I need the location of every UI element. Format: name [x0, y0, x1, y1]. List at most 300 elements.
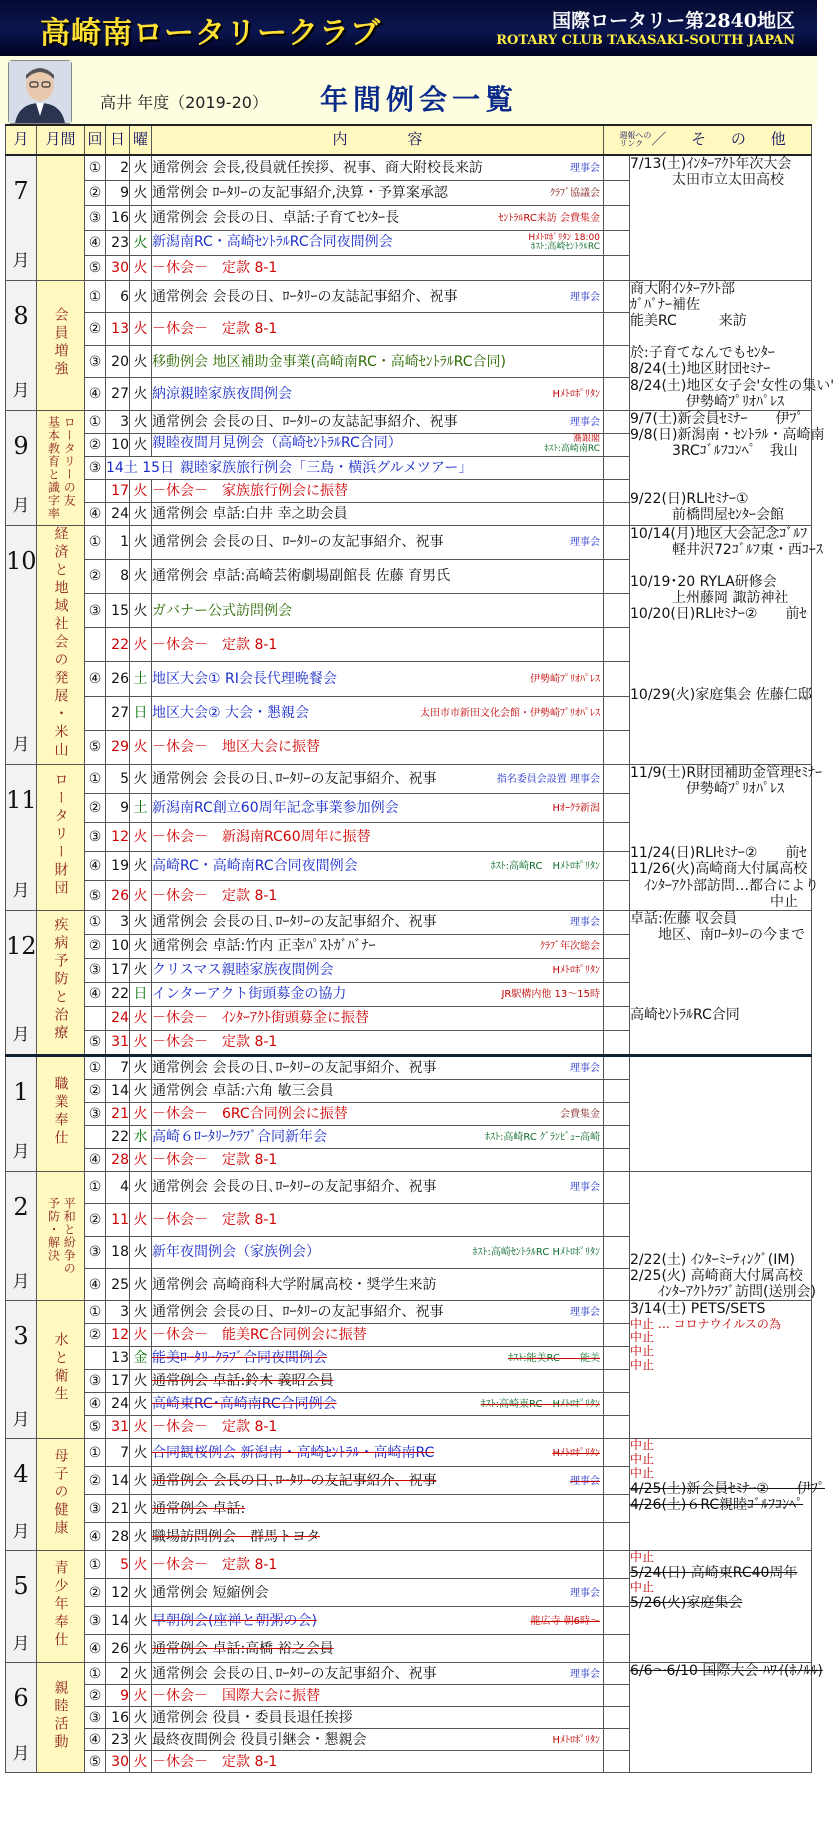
meeting-text: 早朝例会(座禅と朝粥の会): [152, 1612, 317, 1629]
report-link-cell[interactable]: [604, 1055, 630, 1079]
side-note-line: 商大附ｲﾝﾀｰｱｸﾄ部: [630, 281, 735, 297]
club-title: 高崎南ロータリークラブ: [40, 16, 381, 51]
report-link-cell[interactable]: [604, 1579, 630, 1607]
report-link-cell[interactable]: [604, 764, 630, 793]
report-link-cell[interactable]: [604, 1635, 630, 1663]
meeting-day-text: 5: [120, 1556, 129, 1573]
meeting-number-text: ①: [88, 159, 102, 176]
meeting-day: [106, 1030, 130, 1055]
month-theme: [37, 410, 85, 525]
report-link-cell[interactable]: [604, 730, 630, 764]
table-row: [6, 1171, 812, 1203]
month-label: 月: [12, 496, 30, 517]
meeting-weekday: [130, 1301, 152, 1324]
report-link-cell[interactable]: [604, 1347, 630, 1370]
meeting-content: [152, 1663, 604, 1685]
side-note-line: [630, 797, 811, 813]
meeting-text: －休会－ 定款 8-1: [152, 1151, 278, 1168]
meeting-day: [106, 1495, 130, 1523]
meeting-weekday: [130, 764, 152, 793]
meeting-weekday-text: 火: [133, 1304, 148, 1321]
meeting-weekday: [130, 1467, 152, 1495]
meeting-day-text: 13: [111, 1350, 129, 1367]
meeting-day-text: 9: [120, 800, 129, 817]
meeting-weekday: [130, 852, 152, 881]
report-link-cell[interactable]: [604, 1030, 630, 1055]
report-link-cell[interactable]: [604, 628, 630, 662]
month-number: 9: [13, 431, 29, 460]
meeting-number-text: ①: [88, 1556, 102, 1573]
month-number: 3: [13, 1322, 29, 1351]
month-cell: [6, 764, 37, 910]
meeting-number-text: ④: [88, 986, 102, 1003]
report-link-cell[interactable]: [604, 502, 630, 525]
meeting-content: [152, 313, 604, 345]
meeting-number-text: ①: [88, 534, 102, 551]
meeting-number-text: ②: [88, 436, 102, 453]
meeting-weekday: [130, 1551, 152, 1579]
meeting-content: [152, 628, 604, 662]
meeting-day-text: 17: [111, 962, 129, 979]
month-theme-text: 水と衛生: [52, 1331, 69, 1404]
meeting-day: [106, 313, 130, 345]
meeting-text: －休会－ 定款 8-1: [152, 1211, 278, 1228]
meeting-number-text: ①: [88, 1179, 102, 1196]
month-theme-text: 母子の健康: [52, 1447, 69, 1538]
meeting-number: [85, 231, 106, 256]
meeting-day-text: 3: [120, 914, 129, 931]
meeting-weekday-text: 火: [133, 259, 148, 276]
meeting-weekday-text: 火: [133, 288, 148, 305]
side-note-line: 5/26(火)家庭集会: [630, 1595, 743, 1612]
meeting-note: 理事会: [570, 537, 600, 549]
meeting-weekday: [130, 1030, 152, 1055]
meeting-day-text: 2: [120, 1665, 129, 1682]
meeting-number: [85, 594, 106, 628]
meeting-day-text: 19: [111, 858, 129, 875]
meeting-weekday-text: 火: [133, 636, 148, 653]
report-link-cell[interactable]: [604, 1467, 630, 1495]
report-link-cell[interactable]: [604, 794, 630, 823]
report-link-cell[interactable]: [604, 1324, 630, 1347]
report-link-cell[interactable]: [604, 525, 630, 559]
meeting-day: [106, 181, 130, 206]
meeting-day-text: 4: [120, 1179, 129, 1196]
report-link-cell[interactable]: [604, 1102, 630, 1125]
meeting-number: [85, 794, 106, 823]
report-link-cell[interactable]: [604, 823, 630, 852]
month-notes: [630, 1663, 823, 1773]
report-link-cell[interactable]: [604, 559, 630, 593]
month-label: 月: [12, 1521, 30, 1542]
meeting-number: [85, 696, 106, 730]
meeting-number-text: ②: [88, 568, 102, 585]
meeting-number: [85, 313, 106, 345]
meeting-day-text: 23: [111, 234, 129, 251]
side-note-line: 上州藤岡 諏訪神社: [630, 590, 789, 607]
meeting-day-text: 16: [111, 1709, 129, 1726]
report-link-cell[interactable]: [604, 1439, 630, 1467]
meeting-weekday-text: 火: [133, 1373, 148, 1390]
report-link-cell[interactable]: [604, 1607, 630, 1635]
report-link-cell[interactable]: [604, 155, 630, 181]
meeting-weekday-text: 火: [133, 184, 148, 201]
report-link-cell[interactable]: [604, 1495, 630, 1523]
meeting-weekday: [130, 1006, 152, 1030]
report-link-cell[interactable]: [604, 982, 630, 1006]
meeting-content: [152, 852, 604, 881]
meeting-text: －休会－ 定款 8-1: [152, 1556, 278, 1573]
meeting-day-text: 16: [111, 209, 129, 226]
portrait-icon: [9, 61, 71, 123]
month-cell: [6, 910, 37, 1055]
meeting-note: 理事会: [570, 291, 600, 303]
report-link-cell[interactable]: [604, 1685, 630, 1707]
report-link-cell[interactable]: [604, 696, 630, 730]
meeting-content: [152, 1079, 604, 1102]
meeting-day-text: 22: [111, 1128, 129, 1145]
meeting-number: [85, 1370, 106, 1393]
table-header-row: [6, 125, 812, 155]
meeting-content: [152, 1685, 604, 1707]
month-label: 月: [12, 735, 30, 756]
meeting-text: 通常例会 ﾛｰﾀﾘｰの友記事紹介,決算・予算案承認: [152, 184, 448, 201]
month-label: 月: [12, 1142, 30, 1163]
meeting-weekday-text: 火: [133, 770, 148, 787]
meeting-day-text: 5: [120, 770, 129, 787]
meeting-note: 理事会: [570, 1307, 600, 1319]
side-note-line: 中止: [630, 1357, 655, 1372]
meeting-day: [106, 479, 130, 502]
meeting-day-text: 14: [111, 1082, 129, 1099]
meeting-number: [85, 1030, 106, 1055]
meeting-number-text: ④: [88, 1731, 102, 1748]
table-row: [6, 764, 812, 793]
meeting-number: [85, 1416, 106, 1439]
report-link-cell[interactable]: [604, 206, 630, 231]
meeting-number-text: ②: [88, 1327, 102, 1344]
meeting-text: 通常例会 会長の日、卓話:子育てｾﾝﾀｰ長: [152, 209, 400, 226]
meeting-day: [106, 502, 130, 525]
side-note-line: 5/24(日) 高崎東RC40周年: [630, 1565, 798, 1582]
meeting-weekday: [130, 1635, 152, 1663]
meeting-note: ｸﾗﾌﾞ年次総会: [540, 941, 600, 953]
report-link-cell[interactable]: [604, 281, 630, 313]
meeting-day-text: 10: [111, 436, 129, 453]
meeting-day-text: 6: [120, 288, 129, 305]
meeting-day-text: 26: [111, 887, 129, 904]
meeting-number: [85, 628, 106, 662]
report-link-cell[interactable]: [604, 1523, 630, 1551]
meeting-content: [152, 1495, 604, 1523]
month-theme-text: 職業奉仕: [52, 1075, 69, 1148]
side-note-line: 伊勢崎ﾌﾟﾘｵﾊﾟﾚｽ: [630, 393, 784, 410]
meeting-content: [152, 730, 604, 764]
report-link-cell[interactable]: [604, 479, 630, 502]
meeting-number-text: ③: [88, 829, 102, 846]
meeting-day: [106, 1467, 130, 1495]
meeting-number-text: ②: [88, 1687, 102, 1704]
report-link-cell[interactable]: [604, 958, 630, 982]
table-row: [6, 410, 812, 433]
meeting-number: [85, 256, 106, 281]
side-note-line: 地区、南ﾛｰﾀﾘｰの今まで: [630, 926, 805, 943]
meeting-day-text: 12: [111, 1327, 129, 1344]
side-note-line: 2/25(火) 高崎商大付属高校: [630, 1268, 803, 1285]
meeting-content: [152, 1148, 604, 1171]
meeting-text: 新潟南RC・高崎ｾﾝﾄﾗﾙRC合同夜間例会: [152, 233, 393, 250]
report-link-cell[interactable]: [604, 881, 630, 910]
report-link-cell[interactable]: [604, 1729, 630, 1751]
report-link-cell[interactable]: [604, 1301, 630, 1324]
meeting-weekday-text: 火: [133, 321, 148, 338]
meeting-content: [152, 1635, 604, 1663]
meeting-weekday: [130, 881, 152, 910]
month-cell: [6, 1171, 37, 1301]
meeting-number: [85, 1467, 106, 1495]
meeting-weekday: [130, 1393, 152, 1416]
meeting-day-text: 24: [111, 1396, 129, 1413]
month-label: 月: [12, 381, 30, 402]
meeting-number: [85, 1523, 106, 1551]
report-link-cell[interactable]: [604, 378, 630, 410]
report-link-cell[interactable]: [604, 662, 630, 696]
meeting-day-text: 15: [111, 602, 129, 619]
meeting-text: －休会－ 定款 8-1: [152, 636, 278, 653]
meeting-weekday-text: 火: [133, 1753, 148, 1770]
meeting-day: [106, 155, 130, 181]
meeting-text: 地区大会① RI会長代理晩餐会: [152, 670, 337, 687]
meeting-day: [106, 1579, 130, 1607]
meeting-day-text: 22: [111, 636, 129, 653]
meeting-day: [106, 559, 130, 593]
side-note-line: 前橋問屋ｾﾝﾀｰ会館: [630, 507, 784, 524]
report-link-cell[interactable]: [604, 1751, 630, 1773]
meeting-weekday: [130, 502, 152, 525]
meeting-text: －休会－ 定款 8-1: [152, 1034, 278, 1051]
meeting-number-text: ④: [88, 1640, 102, 1657]
report-link-cell[interactable]: [604, 313, 630, 345]
report-link-cell[interactable]: [604, 1204, 630, 1236]
meeting-day: [106, 1347, 130, 1370]
report-link-cell[interactable]: [604, 1236, 630, 1268]
meeting-number: [85, 1236, 106, 1268]
meeting-number: [85, 982, 106, 1006]
meeting-content: [152, 1551, 604, 1579]
meeting-content: [152, 181, 604, 206]
report-link-cell[interactable]: [604, 1393, 630, 1416]
meeting-day: [106, 628, 130, 662]
meeting-day-text: 26: [111, 1640, 129, 1657]
report-link-cell[interactable]: [604, 456, 630, 479]
month-notes: [630, 1438, 825, 1551]
meeting-number: [85, 1301, 106, 1324]
meeting-weekday-text: 土: [133, 670, 148, 687]
month-cell: [6, 1439, 37, 1551]
meeting-weekday: [130, 730, 152, 764]
month-number: 2: [13, 1192, 29, 1221]
meeting-number-text: ⑤: [88, 1419, 102, 1436]
col-month: 月: [6, 125, 37, 155]
meeting-day-text: 12: [111, 829, 129, 846]
meeting-number-text: ①: [88, 1304, 102, 1321]
meeting-content: [152, 1236, 604, 1268]
meeting-weekday: [130, 1729, 152, 1751]
report-link-cell[interactable]: [604, 1269, 630, 1301]
report-link-cell[interactable]: [604, 345, 630, 377]
report-link-cell[interactable]: [604, 181, 630, 206]
meeting-weekday: [130, 231, 152, 256]
month-label: 月: [12, 1025, 30, 1046]
meeting-text: 高崎６ﾛｰﾀﾘｰｸﾗﾌﾞ合同新年会: [152, 1128, 327, 1145]
side-note-line: [630, 829, 811, 845]
meeting-day-text: 30: [111, 259, 129, 276]
president-photo: [8, 60, 72, 124]
month-label: 月: [12, 1633, 30, 1654]
meeting-weekday-text: 火: [133, 1244, 148, 1261]
meeting-note: Hｵｰｸﾗ新潟: [552, 803, 600, 815]
meeting-text: 最終夜間例会 役員引継会・懇親会: [152, 1731, 367, 1748]
meeting-weekday-text: 火: [133, 482, 148, 499]
report-link-cell[interactable]: [604, 1416, 630, 1439]
meeting-number-text: ⑤: [88, 887, 102, 904]
meeting-weekday-text: 火: [133, 1687, 148, 1704]
meeting-number-text: ③: [88, 1709, 102, 1726]
meeting-day: [106, 764, 130, 793]
report-link-cell[interactable]: [604, 1663, 630, 1685]
col-content: 内 容: [152, 125, 604, 155]
meeting-text: 通常例会 卓話:: [152, 1500, 246, 1517]
meeting-day: [106, 982, 130, 1006]
meeting-day: [106, 345, 130, 377]
meeting-content: [152, 594, 604, 628]
meeting-number-text: ③: [88, 1373, 102, 1390]
report-link-cell[interactable]: [604, 934, 630, 958]
month-notes: [630, 155, 812, 281]
meeting-day-text: 31: [111, 1034, 129, 1051]
meeting-day-text: 17: [111, 1373, 129, 1390]
report-link-cell[interactable]: [604, 1551, 630, 1579]
report-link-cell[interactable]: [604, 1171, 630, 1203]
meeting-weekday: [130, 1663, 152, 1685]
report-link-cell[interactable]: [604, 910, 630, 934]
meeting-day-text: 7: [120, 1444, 129, 1461]
meeting-number: [85, 1707, 106, 1729]
meeting-text: 通常例会 会長の日、ﾛｰﾀﾘｰの友記事紹介、祝事: [152, 534, 444, 551]
month-label: 月: [12, 1271, 30, 1292]
meeting-text: －休会－ 定款 8-1: [152, 259, 278, 276]
report-link-cell[interactable]: [604, 410, 630, 433]
meeting-number: [85, 559, 106, 593]
meeting-content: [152, 1055, 604, 1079]
report-link-cell[interactable]: [604, 1006, 630, 1030]
report-link-cell[interactable]: [604, 433, 630, 456]
meeting-content: [152, 910, 604, 934]
meeting-weekday: [130, 1370, 152, 1393]
meeting-number-text: ④: [88, 1276, 102, 1293]
meeting-day-text: 13: [111, 321, 129, 338]
meeting-number-text: ②: [88, 1211, 102, 1228]
meeting-note: 理事会: [570, 1475, 600, 1487]
meeting-day-text: 10: [111, 938, 129, 955]
meeting-text: 合同観桜例会 新潟南・高崎ｾﾝﾄﾗﾙ・高崎南RC: [152, 1444, 435, 1461]
meeting-text: 通常例会 高崎商科大学附属高校・奨学生来訪: [152, 1276, 437, 1293]
meeting-number-text: ③: [88, 1500, 102, 1517]
side-note-line: 11/9(土)R財団補助金管理ｾﾐﾅｰ: [630, 764, 823, 781]
side-note-line: 中止: [630, 1550, 655, 1565]
meeting-weekday: [130, 934, 152, 958]
meeting-weekday: [130, 433, 152, 456]
side-note-line: 8/24(土)地区女子会'女性の集い': [630, 377, 834, 394]
meeting-weekday: [130, 1416, 152, 1439]
report-link-cell[interactable]: [604, 1125, 630, 1148]
table-row: [6, 155, 812, 181]
meeting-number-text: ③: [88, 209, 102, 226]
meeting-weekday-text: 日: [133, 705, 148, 722]
meeting-weekday: [130, 982, 152, 1006]
meeting-number-text: ②: [88, 184, 102, 201]
meeting-weekday-text: 火: [133, 739, 148, 756]
meeting-content: [152, 206, 604, 231]
report-link-cell[interactable]: [604, 1148, 630, 1171]
side-note-line: 6/6～6/10 国際大会 ﾊﾜｲ(ﾎﾉﾙﾙ): [630, 1663, 823, 1680]
meeting-content: [152, 934, 604, 958]
meeting-weekday: [130, 281, 152, 313]
meeting-weekday-text: 火: [133, 1731, 148, 1748]
side-note-line: 3/14(土) PETS/SETS: [630, 1301, 766, 1318]
side-note-line: [630, 655, 811, 671]
report-link-cell[interactable]: [604, 231, 630, 256]
meeting-number: [85, 433, 106, 456]
meeting-number-text: ①: [88, 1059, 102, 1076]
meeting-day: [106, 1663, 130, 1685]
meeting-text: 通常例会 役員・委員長退任挨拶: [152, 1709, 353, 1726]
meeting-day: [106, 1324, 130, 1347]
report-link-cell[interactable]: [604, 1079, 630, 1102]
meeting-text: －休会－ 地区大会に振替: [152, 739, 320, 756]
report-link-cell[interactable]: [604, 594, 630, 628]
side-note-line: 9/7(土)新会員ｾﾐﾅｰ 伊ﾌﾟ: [630, 410, 804, 427]
meeting-weekday-text: 火: [133, 1584, 148, 1601]
meeting-weekday-text: 日: [133, 986, 148, 1003]
meeting-note: Hﾒﾄﾛﾎﾟﾘﾀﾝ: [552, 388, 600, 400]
report-link-cell[interactable]: [604, 256, 630, 281]
meeting-note: 会費集金: [560, 1108, 600, 1120]
meeting-content: [152, 1301, 604, 1324]
meeting-weekday: [130, 155, 152, 181]
side-note-line: 能美RC 来訪: [630, 313, 747, 330]
report-link-cell[interactable]: [604, 1707, 630, 1729]
meeting-weekday: [130, 1269, 152, 1301]
month-theme-a: ロータリーの友: [62, 415, 77, 507]
meeting-number-text: ②: [88, 938, 102, 955]
meeting-note: ﾎｽﾄ:高崎ｾﾝﾄﾗﾙRC Hﾒﾄﾛﾎﾟﾘﾀﾝ: [472, 1247, 600, 1259]
meeting-weekday-text: 水: [133, 1128, 148, 1145]
meeting-weekday: [130, 345, 152, 377]
meeting-day-text: 28: [111, 1151, 129, 1168]
meeting-weekday: [130, 910, 152, 934]
meeting-weekday-text: 火: [133, 1640, 148, 1657]
meeting-note: Hﾒﾄﾛﾎﾟﾘﾀﾝ: [552, 1447, 600, 1459]
meeting-day-text: 27: [111, 385, 129, 402]
meeting-day: [106, 1006, 130, 1030]
month-number: 8: [13, 302, 29, 330]
report-link-cell[interactable]: [604, 1370, 630, 1393]
meeting-number-text: ⑤: [88, 259, 102, 276]
side-note-line: 中止: [630, 1330, 655, 1345]
side-note-line: 高崎ｾﾝﾄﾗﾙRC合同: [630, 1007, 740, 1024]
report-link-cell[interactable]: [604, 852, 630, 881]
